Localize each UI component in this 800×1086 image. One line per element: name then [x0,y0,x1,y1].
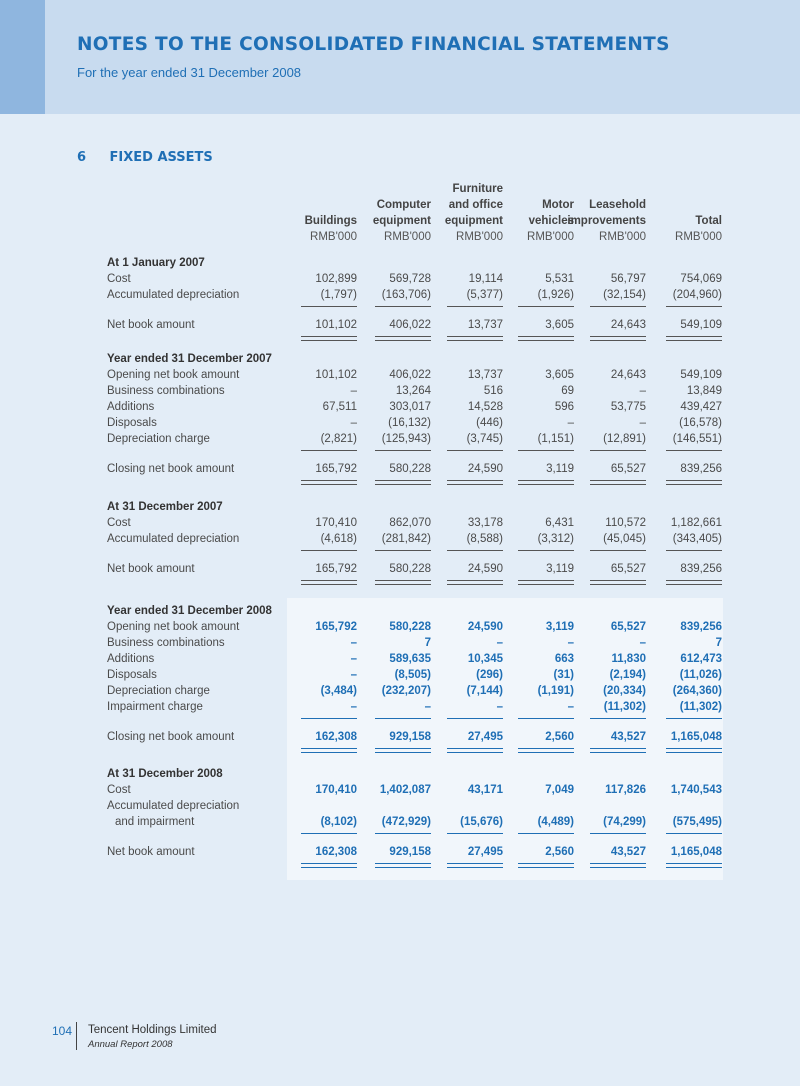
value-cell: 754,069 [680,273,722,285]
value-cell: 13,849 [686,385,722,397]
value-cell: (5,377) [466,289,503,301]
value-cell: (343,405) [672,533,722,545]
total-value-cell: 1,165,048 [670,731,722,743]
footer-report: Annual Report 2008 [88,1039,173,1050]
total-value-cell: 929,158 [389,731,431,743]
value-cell: (12,891) [603,433,646,445]
value-cell: (446) [476,417,503,429]
value-cell: (163,706) [381,289,431,301]
value-cell: 65,527 [610,621,646,633]
value-cell: 19,114 [468,273,503,285]
total-double-rule [301,748,357,753]
section-title: FIXED ASSETS [109,150,213,165]
value-cell: 170,410 [315,517,357,529]
value-cell: 101,102 [315,369,357,381]
total-double-rule [447,336,503,341]
value-cell: (11,302) [679,701,722,713]
total-double-rule [590,480,646,485]
subtotal-rule [375,550,431,551]
value-cell: (472,929) [381,816,431,828]
column-header: Motor [542,199,574,211]
total-value-cell: 101,102 [315,319,357,331]
value-cell: (20,334) [603,685,646,697]
value-cell: 14,528 [467,401,503,413]
row-label: Accumulated depreciation [107,800,240,812]
value-cell: 33,178 [467,517,503,529]
value-cell: – [639,385,646,397]
value-cell: (3,484) [320,685,357,697]
page-number: 104 [52,1024,73,1038]
subtotal-rule [666,450,722,451]
value-cell: (1,797) [320,289,357,301]
column-header: equipment [444,215,503,227]
total-double-rule [590,863,646,868]
value-cell: (11,026) [679,669,722,681]
total-value-cell: 839,256 [680,563,722,575]
column-header: and office [448,199,503,211]
total-double-rule [590,580,646,585]
column-header: Leasehold [589,199,646,211]
subtotal-rule [518,833,574,834]
value-cell: (7,144) [466,685,503,697]
subtotal-rule [590,550,646,551]
value-cell: – [350,669,357,681]
column-unit: RMB'000 [599,231,646,243]
column-header: Buildings [304,215,357,227]
total-double-rule [666,480,722,485]
value-cell: (1,926) [537,289,574,301]
subtotal-rule [447,550,503,551]
value-cell: 663 [554,653,574,665]
value-cell: 5,531 [545,273,574,285]
total-value-cell: 65,527 [610,463,646,475]
value-cell: (3,312) [537,533,574,545]
row-label: Opening net book amount [107,621,240,633]
page-title: NOTES TO THE CONSOLIDATED FINANCIAL STATEMENTS [77,34,670,55]
total-value-cell: 165,792 [315,463,357,475]
total-double-rule [590,748,646,753]
value-cell: 10,345 [467,653,503,665]
total-double-rule [666,336,722,341]
value-cell: – [496,701,503,713]
total-value-cell: 162,308 [315,846,357,858]
value-cell: (204,960) [672,289,722,301]
value-cell: (125,943) [381,433,431,445]
subtotal-rule [590,833,646,834]
column-header: equipment [372,215,431,227]
value-cell: 580,228 [389,621,431,633]
subtotal-rule [666,833,722,834]
value-cell: 569,728 [389,273,431,285]
value-cell: 117,826 [605,784,646,796]
value-cell: – [350,653,357,665]
value-cell: (575,495) [672,816,722,828]
total-double-rule [375,748,431,753]
total-double-rule [447,580,503,585]
value-cell: 3,605 [545,369,574,381]
column-unit: RMB'000 [527,231,574,243]
row-label: Additions [107,653,155,665]
column-header: Furniture [452,183,503,195]
value-cell: 24,590 [467,621,503,633]
subtotal-rule [447,718,503,719]
value-cell: – [350,701,357,713]
value-cell: – [567,417,574,429]
total-double-rule [375,336,431,341]
value-cell: 303,017 [389,401,431,413]
subtotal-rule [447,450,503,451]
subtotal-rule [590,718,646,719]
row-label: Accumulated depreciation [107,533,240,545]
value-cell: 596 [554,401,574,413]
total-value-cell: 24,590 [467,563,503,575]
row-label: Additions [107,401,155,413]
value-cell: – [567,637,574,649]
row-label: Business combinations [107,637,225,649]
total-value-cell: 2,560 [545,846,574,858]
column-header: Total [695,215,722,227]
subtotal-rule [666,306,722,307]
total-double-rule [447,480,503,485]
value-cell: – [350,385,357,397]
value-cell: 839,256 [680,621,722,633]
value-cell: (45,045) [603,533,646,545]
total-double-rule [518,336,574,341]
total-label: Closing net book amount [107,463,235,475]
total-value-cell: 43,527 [610,731,646,743]
total-value-cell: 162,308 [315,731,357,743]
value-cell: (1,191) [537,685,574,697]
row-label: Cost [107,273,131,285]
row-label: Depreciation charge [107,433,210,445]
group-title: At 1 January 2007 [107,257,205,269]
group-title: Year ended 31 December 2008 [107,605,272,617]
group-title: At 31 December 2007 [107,501,223,513]
value-cell: (74,299) [603,816,646,828]
total-value-cell: 13,737 [467,319,503,331]
total-value-cell: 3,605 [545,319,574,331]
value-cell: (232,207) [381,685,431,697]
value-cell: (1,151) [537,433,574,445]
subtotal-rule [301,718,357,719]
subtotal-rule [301,550,357,551]
total-label: Net book amount [107,563,195,575]
value-cell: 1,402,087 [379,784,431,796]
row-label: Opening net book amount [107,369,240,381]
value-cell: 165,792 [315,621,357,633]
value-cell: 67,511 [322,401,357,413]
row-label: Depreciation charge [107,685,210,697]
value-cell: – [350,637,357,649]
value-cell: 13,737 [467,369,503,381]
row-label: Cost [107,784,131,796]
value-cell: (32,154) [603,289,646,301]
value-cell: 56,797 [610,273,646,285]
total-value-cell: 839,256 [680,463,722,475]
value-cell: 862,070 [389,517,431,529]
subtotal-rule [301,450,357,451]
value-cell: (15,676) [460,816,503,828]
subtotal-rule [518,550,574,551]
column-header: improvements [567,215,646,227]
value-cell: (11,302) [603,701,646,713]
total-label: Net book amount [107,846,195,858]
value-cell: 43,171 [467,784,503,796]
value-cell: – [350,417,357,429]
group-title: At 31 December 2008 [107,768,223,780]
value-cell: – [424,701,431,713]
total-double-rule [666,748,722,753]
total-label: Net book amount [107,319,195,331]
total-value-cell: 24,643 [610,319,646,331]
subtotal-rule [301,833,357,834]
total-label: Closing net book amount [107,731,235,743]
column-unit: RMB'000 [456,231,503,243]
value-cell: 102,899 [315,273,357,285]
value-cell: 3,119 [545,621,574,633]
value-cell: (16,132) [388,417,431,429]
value-cell: 516 [483,385,503,397]
subtotal-rule [518,450,574,451]
total-value-cell: 65,527 [610,563,646,575]
group-title: Year ended 31 December 2007 [107,353,272,365]
value-cell: 24,643 [610,369,646,381]
subtotal-rule [375,450,431,451]
row-label: Impairment charge [107,701,203,713]
total-double-rule [590,336,646,341]
value-cell: (296) [476,669,503,681]
row-label: Disposals [107,417,157,429]
value-cell: (8,505) [394,669,431,681]
column-header: Computer [376,199,431,211]
value-cell: 6,431 [545,517,574,529]
subtotal-rule [375,306,431,307]
value-cell: 110,572 [605,517,646,529]
total-value-cell: 3,119 [546,463,574,475]
value-cell: 1,740,543 [670,784,722,796]
total-double-rule [375,580,431,585]
footer-company: Tencent Holdings Limited [88,1024,217,1036]
total-double-rule [301,336,357,341]
value-cell: 1,182,661 [670,517,722,529]
total-value-cell: 165,792 [315,563,357,575]
value-cell: 589,635 [389,653,431,665]
column-header: vehicles [528,215,574,227]
value-cell: – [639,417,646,429]
total-double-rule [447,863,503,868]
total-value-cell: 3,119 [546,563,574,575]
value-cell: 53,775 [610,401,646,413]
subtotal-rule [518,718,574,719]
value-cell: 549,109 [680,369,722,381]
value-cell: (8,102) [320,816,357,828]
subtotal-rule [518,306,574,307]
value-cell: 406,022 [389,369,431,381]
subtotal-rule [666,718,722,719]
value-cell: 612,473 [680,653,722,665]
total-double-rule [447,748,503,753]
subtotal-rule [447,306,503,307]
total-double-rule [518,580,574,585]
total-value-cell: 580,228 [389,463,431,475]
value-cell: (281,842) [381,533,431,545]
total-value-cell: 549,109 [680,319,722,331]
total-double-rule [518,863,574,868]
total-double-rule [375,863,431,868]
total-double-rule [375,480,431,485]
value-cell: – [496,637,503,649]
total-value-cell: 24,590 [467,463,503,475]
subtotal-rule [590,450,646,451]
value-cell: (4,618) [320,533,357,545]
value-cell: 170,410 [315,784,357,796]
value-cell: 439,427 [680,401,722,413]
subtotal-rule [375,718,431,719]
total-double-rule [666,580,722,585]
subtotal-rule [447,833,503,834]
total-value-cell: 27,495 [467,846,503,858]
subtotal-rule [375,833,431,834]
total-double-rule [301,480,357,485]
value-cell: 7 [424,637,431,649]
value-cell: 69 [561,385,574,397]
total-value-cell: 2,560 [545,731,574,743]
total-value-cell: 27,495 [467,731,503,743]
value-cell: (264,360) [672,685,722,697]
value-cell: (4,489) [537,816,574,828]
total-double-rule [518,480,574,485]
row-label: and impairment [115,816,195,828]
column-unit: RMB'000 [310,231,357,243]
section-number: 6 [77,150,87,165]
total-value-cell: 929,158 [389,846,431,858]
total-double-rule [301,580,357,585]
value-cell: (16,578) [679,417,722,429]
value-cell: – [567,701,574,713]
total-value-cell: 580,228 [389,563,431,575]
value-cell: (2,194) [609,669,646,681]
footer-divider [76,1022,77,1050]
row-label: Disposals [107,669,157,681]
value-cell: (146,551) [672,433,722,445]
column-unit: RMB'000 [675,231,722,243]
total-value-cell: 406,022 [389,319,431,331]
value-cell: 7 [715,637,722,649]
row-label: Cost [107,517,131,529]
value-cell: 7,049 [545,784,574,796]
subtotal-rule [590,306,646,307]
value-cell: 11,830 [611,653,646,665]
total-value-cell: 1,165,048 [670,846,722,858]
value-cell: – [639,637,646,649]
value-cell: 13,264 [395,385,431,397]
row-label: Accumulated depreciation [107,289,240,301]
total-double-rule [666,863,722,868]
total-value-cell: 43,527 [610,846,646,858]
value-cell: (8,588) [466,533,503,545]
value-cell: (2,821) [320,433,357,445]
subtotal-rule [666,550,722,551]
total-double-rule [518,748,574,753]
subtotal-rule [301,306,357,307]
value-cell: (3,745) [466,433,503,445]
page-subtitle: For the year ended 31 December 2008 [77,65,302,80]
row-label: Business combinations [107,385,225,397]
total-double-rule [301,863,357,868]
column-unit: RMB'000 [384,231,431,243]
value-cell: (31) [553,669,574,681]
